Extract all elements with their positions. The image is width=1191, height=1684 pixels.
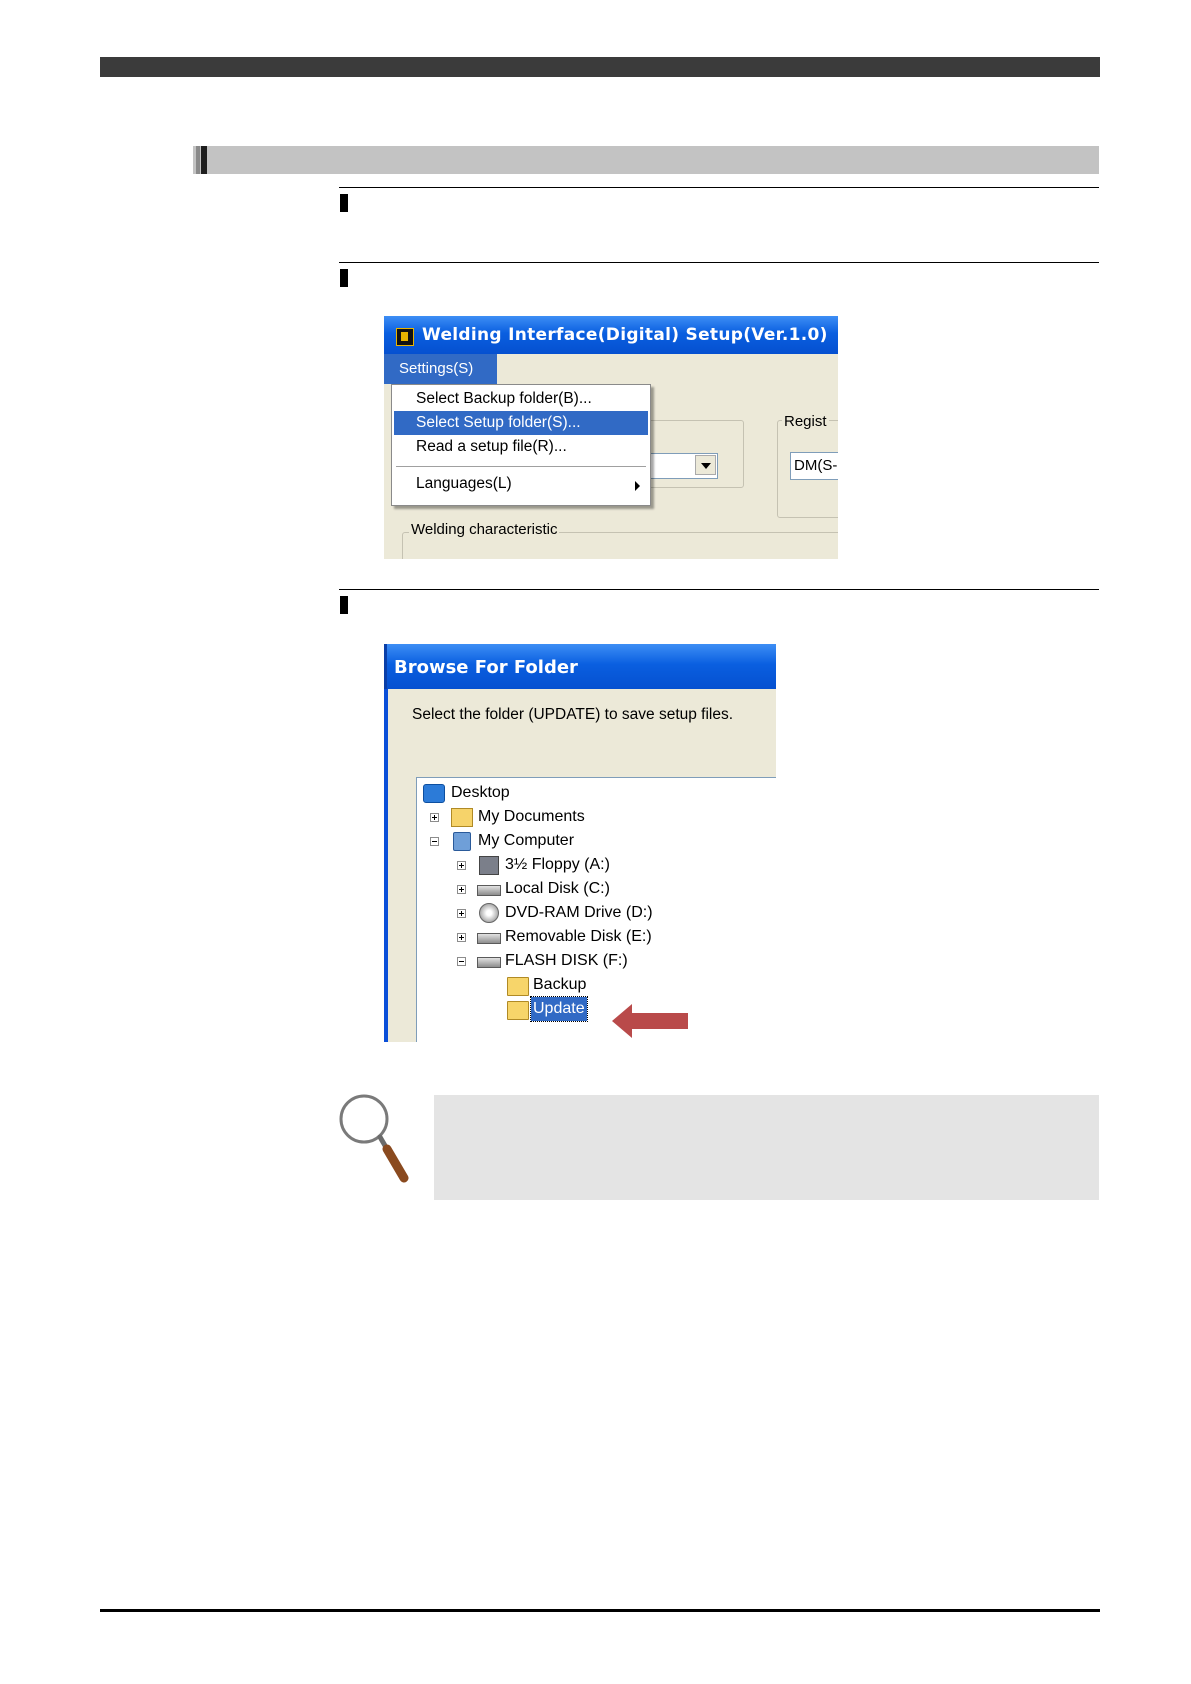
expand-icon[interactable]: [457, 885, 466, 894]
welding-characteristic-label: Welding characteristic: [411, 521, 558, 538]
floppy-drive-icon: [479, 856, 499, 875]
dialog-frame-left: [384, 689, 388, 1042]
browse-dialog-title: Browse For Folder: [394, 657, 578, 678]
tree-label-update: Update: [531, 997, 587, 1021]
red-arrow-icon: [612, 1004, 688, 1038]
magnifier-icon: [338, 1092, 418, 1184]
flash-disk-icon: [477, 957, 501, 968]
tree-label-floppy: 3½ Floppy (A:): [505, 856, 610, 873]
step-3-marker: [340, 596, 348, 614]
hard-disk-icon: [477, 885, 501, 896]
tree-label-flash-disk: FLASH DISK (F:): [505, 952, 628, 969]
tree-label-my-documents: My Documents: [478, 808, 585, 825]
step-1-marker: [340, 194, 348, 212]
regist-group-label: Regist: [784, 413, 827, 430]
tree-label-desktop: Desktop: [451, 784, 510, 801]
section-heading-bar: [193, 146, 1099, 174]
tree-item-my-computer[interactable]: [417, 829, 776, 853]
dvd-drive-icon: [479, 903, 499, 923]
app-icon: [396, 328, 414, 346]
desktop-icon: [423, 784, 445, 803]
tree-label-local-disk: Local Disk (C:): [505, 880, 610, 897]
expand-icon[interactable]: [430, 813, 439, 822]
tree-label-dvd: DVD-RAM Drive (D:): [505, 904, 653, 921]
tree-item-dvd[interactable]: [417, 901, 776, 925]
expand-icon[interactable]: [457, 933, 466, 942]
step-2-rule: [339, 262, 1099, 263]
tree-label-backup: Backup: [533, 976, 587, 993]
settings-menu[interactable]: Settings(S): [384, 354, 497, 384]
step-1-rule: [339, 187, 1099, 188]
section-heading-marker: [196, 146, 200, 174]
menu-item-languages[interactable]: Languages(L): [416, 475, 512, 492]
tree-item-desktop[interactable]: [417, 781, 776, 805]
folder-tree[interactable]: [416, 777, 776, 1042]
setup-window-title: Welding Interface(Digital) Setup(Ver.1.0): [422, 325, 828, 345]
page-header-bar: [100, 57, 1100, 77]
computer-icon: [453, 832, 471, 851]
tree-item-update[interactable]: [417, 997, 776, 1021]
step-2-marker: [340, 269, 348, 287]
menu-item-select-backup-folder[interactable]: Select Backup folder(B)...: [416, 390, 592, 407]
tree-label-my-computer: My Computer: [478, 832, 575, 849]
browse-instruction: Select the folder (UPDATE) to save setup files.: [412, 706, 734, 723]
menu-item-select-setup-folder[interactable]: Select Setup folder(S)...: [394, 411, 648, 435]
documents-icon: [451, 808, 473, 827]
page-footer-rule: [100, 1609, 1100, 1612]
step-3-rule: [339, 589, 1099, 590]
browse-folder-screenshot: [384, 644, 776, 1042]
menu-separator: [396, 466, 646, 468]
expand-icon[interactable]: [457, 861, 466, 870]
tree-item-floppy[interactable]: [417, 853, 776, 877]
settings-dropdown: [391, 384, 651, 506]
menu-item-read-setup-file[interactable]: Read a setup file(R)...: [416, 438, 567, 455]
tree-item-backup[interactable]: [417, 973, 776, 997]
regist-field[interactable]: DM(S-: [790, 452, 838, 480]
removable-disk-icon: [477, 933, 501, 944]
tree-label-removable-disk: Removable Disk (E:): [505, 928, 652, 945]
note-box: [434, 1095, 1099, 1200]
collapse-icon[interactable]: [430, 837, 439, 846]
tree-item-my-documents[interactable]: [417, 805, 776, 829]
chevron-down-icon[interactable]: [695, 455, 716, 475]
collapse-icon[interactable]: [457, 957, 466, 966]
tree-item-removable-disk[interactable]: [417, 925, 776, 949]
submenu-arrow-icon: [635, 481, 640, 491]
folder-icon: [507, 977, 529, 996]
setup-app-screenshot: [384, 316, 838, 559]
open-folder-icon: [507, 1001, 529, 1020]
section-heading-marker-dark: [201, 146, 207, 174]
tree-item-flash-disk[interactable]: [417, 949, 776, 973]
expand-icon[interactable]: [457, 909, 466, 918]
tree-item-local-disk[interactable]: [417, 877, 776, 901]
